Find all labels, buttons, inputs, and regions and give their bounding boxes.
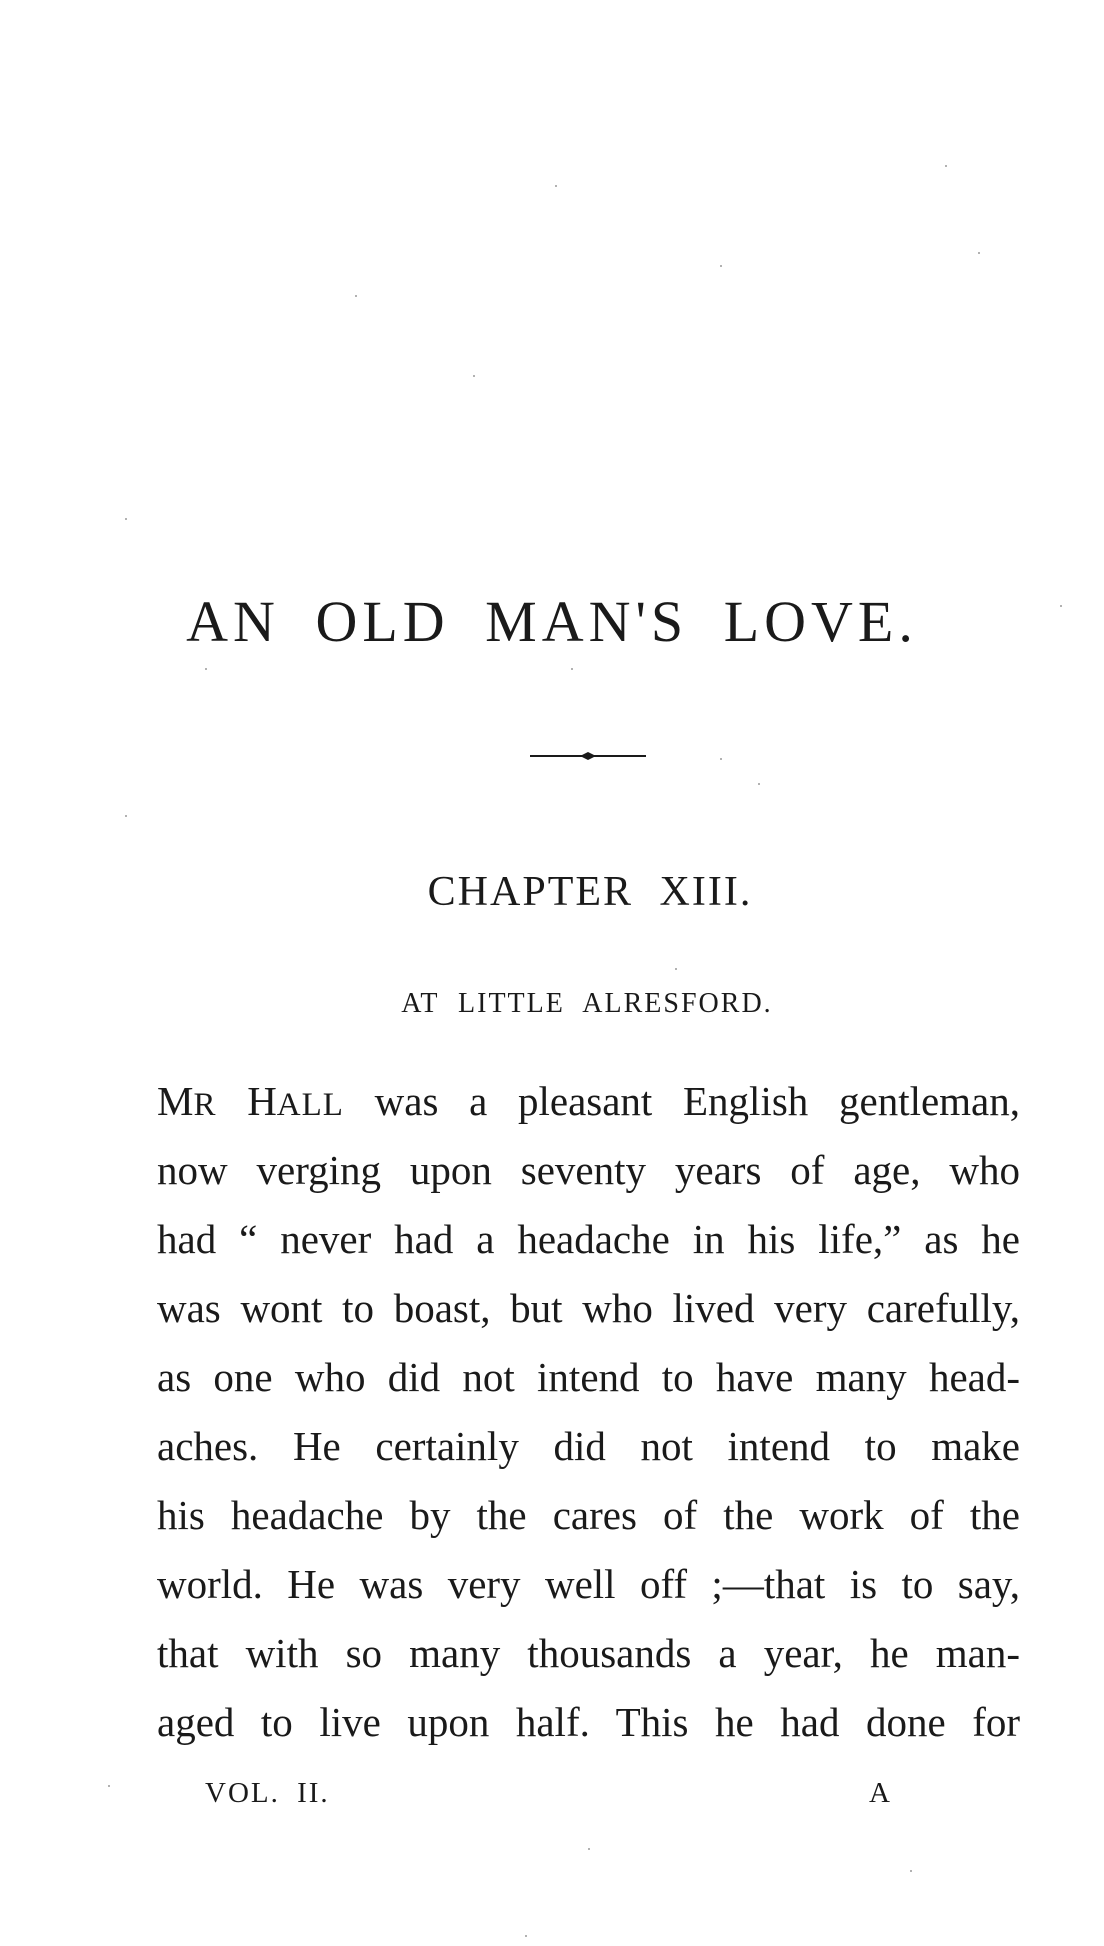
body-text: [157, 1067, 1020, 1757]
small-caps-rest: ALL: [276, 1087, 344, 1123]
line-text: was a pleasant English gentleman,: [343, 1078, 1021, 1124]
text-line: [157, 1067, 1020, 1136]
paper-speck: [205, 668, 207, 670]
text-line: world. He was very well off ;—that is to say,: [157, 1561, 1020, 1607]
text-line: now verging upon seventy years of age, who: [157, 1147, 1020, 1193]
paper-speck: [555, 185, 557, 187]
paper-speck: [355, 295, 357, 297]
paper-speck: [588, 1848, 590, 1850]
paper-speck: [910, 1870, 912, 1872]
chapter-heading: CHAPTER XIII.: [427, 869, 753, 915]
ornamental-rule: [530, 750, 646, 762]
paper-speck: [125, 815, 127, 817]
paper-speck: [758, 783, 760, 785]
book-title: AN OLD MAN'S LOVE.: [186, 589, 918, 654]
paper-speck: [125, 518, 127, 520]
small-caps-initial: M: [157, 1078, 194, 1124]
paper-speck: [945, 165, 947, 167]
paper-speck: [525, 1935, 527, 1937]
text-line: his headache by the cares of the work of the: [157, 1492, 1020, 1538]
text-line: had “ never had a headache in his life,” as he: [157, 1216, 1020, 1262]
signature-letter: A: [869, 1777, 890, 1809]
text-line: that with so many thousands a year, he man-: [157, 1630, 1020, 1676]
paper-speck: [108, 1785, 110, 1787]
text-line: aches. He certainly did not intend to make: [157, 1423, 1020, 1469]
text-line: as one who did not intend to have many head-: [157, 1354, 1020, 1400]
volume-signature: VOL. II.: [205, 1777, 330, 1809]
paper-speck: [473, 375, 475, 377]
chapter-subtitle: AT LITTLE ALRESFORD.: [401, 988, 773, 1019]
text-line: aged to live upon half. This he had done for: [157, 1699, 1020, 1745]
small-caps-initial: H: [247, 1078, 277, 1124]
paper-speck: [675, 968, 677, 970]
paper-speck: [720, 265, 722, 267]
paper-speck: [978, 252, 980, 254]
small-caps-rest: R: [193, 1087, 217, 1123]
text-line: was wont to boast, but who lived very carefully,: [157, 1285, 1020, 1331]
paper-speck: [1060, 605, 1062, 607]
paper-speck: [571, 668, 573, 670]
paper-speck: [720, 758, 722, 760]
